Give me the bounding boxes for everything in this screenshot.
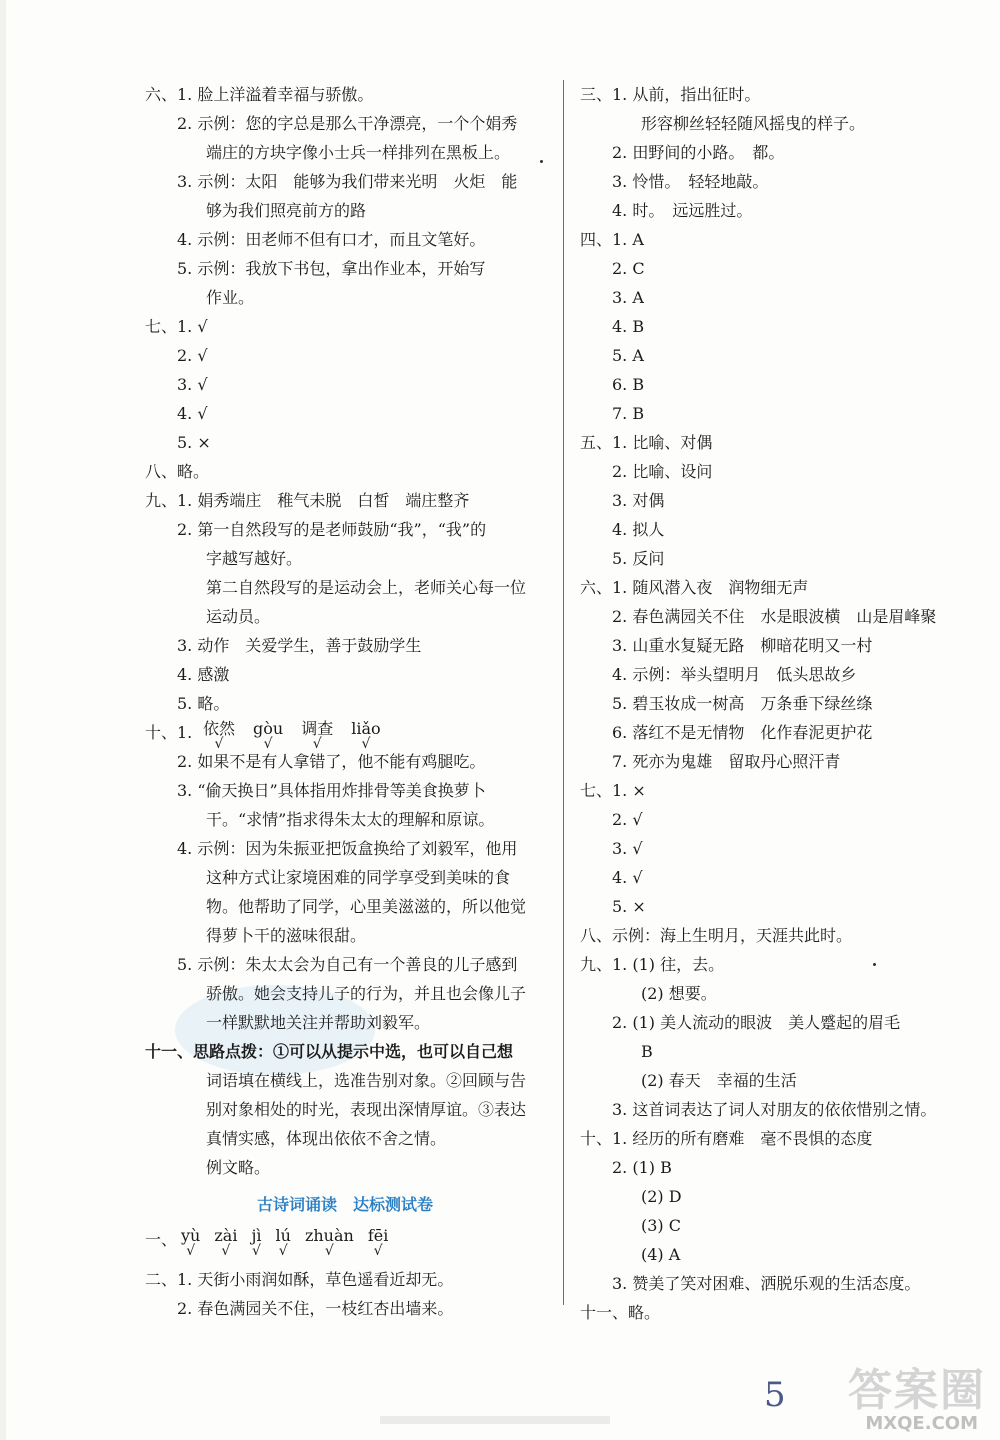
answer-text: 4. 示例：因为朱振亚把饭盒换给了刘毅军，他用 <box>177 839 518 858</box>
answer-line <box>580 196 980 225</box>
answer-text: 5. × <box>612 897 646 916</box>
answer-text: 2. (1) B <box>612 1158 672 1177</box>
answer-line <box>580 312 980 341</box>
answer-line <box>145 747 545 776</box>
answer-line <box>580 631 980 660</box>
answer-text: 六、1. 随风潜入夜 润物细无声 <box>580 578 809 597</box>
answer-line <box>145 602 545 631</box>
answer-text: 5. 示例：朱太太会为自己有一个善良的儿子感到 <box>177 955 518 974</box>
answer-text: 3. 对偶 <box>612 491 665 510</box>
scan-smudge <box>380 1416 610 1424</box>
answer-text: 二、1. 天街小雨润如酥，草色遥看近却无。 <box>145 1270 454 1289</box>
answer-line <box>580 1066 980 1095</box>
answer-line <box>580 80 980 109</box>
answer-line <box>580 370 980 399</box>
answer-text: 干。“求情”指求得朱太太的理解和原谅。 <box>206 810 495 829</box>
answer-line <box>580 544 980 573</box>
check-mark-icon: √ <box>214 736 224 752</box>
answer-text: (4) A <box>641 1245 681 1264</box>
check-mark-icon: √ <box>221 1243 231 1259</box>
answer-line <box>580 341 980 370</box>
answer-line <box>580 950 980 979</box>
answer-text: 7. B <box>612 404 645 423</box>
answer-text: 九、1. (1) 往，去。 <box>580 955 725 974</box>
answer-text: 3. 示例：太阳 能够为我们带来光明 火炬 能 <box>177 172 518 191</box>
answer-text: 八、略。 <box>145 462 210 481</box>
check-mark-icon: √ <box>324 1243 334 1259</box>
answer-line <box>145 254 545 283</box>
pinyin-check-item <box>214 1225 238 1259</box>
answer-number: 一、 <box>145 1230 178 1249</box>
pinyin-word: jì <box>251 1226 262 1245</box>
answer-text: 六、1. 脸上洋溢着幸福与骄傲。 <box>145 85 374 104</box>
answer-text: 八、示例：海上生明月，天涯共此时。 <box>580 926 853 945</box>
answer-line <box>145 892 545 921</box>
answer-line <box>145 370 545 399</box>
stray-dot <box>540 160 543 163</box>
answer-text: 端庄的方块字像小士兵一样排列在黑板上。 <box>206 143 511 162</box>
answer-line <box>580 1095 980 1124</box>
answer-text: 2. √ <box>612 810 643 829</box>
pinyin-check-item <box>251 1225 262 1259</box>
answer-line <box>580 573 980 602</box>
answer-line <box>145 196 545 225</box>
answer-line <box>145 486 545 515</box>
answer-line <box>580 283 980 312</box>
answer-text: 得萝卜干的滋味很甜。 <box>206 926 367 945</box>
pinyin-check-item <box>367 1225 389 1259</box>
answer-text: (2) 想要。 <box>641 984 717 1003</box>
answer-line <box>580 776 980 805</box>
answer-text: 2. (1) 美人流动的眼波 美人蹙起的眉毛 <box>612 1013 901 1032</box>
right-column <box>580 80 980 1327</box>
answer-line <box>580 428 980 457</box>
answer-text: 2. 田野间的小路。 都。 <box>612 143 785 162</box>
answer-text: 4. √ <box>612 868 643 887</box>
answer-text: 2. 春色满园关不住 水是眼波横 山是眉峰聚 <box>612 607 937 626</box>
answer-text: 五、1. 比喻、对偶 <box>580 433 713 452</box>
answer-line <box>145 515 545 544</box>
page-edge <box>0 0 6 1440</box>
answer-line <box>145 544 545 573</box>
answer-text: 5. 示例：我放下书包，拿出作业本，开始写 <box>177 259 486 278</box>
answer-text: 4. 示例：举头望明月 低头思故乡 <box>612 665 857 684</box>
answer-line <box>145 1294 545 1323</box>
answer-line <box>145 457 545 486</box>
pinyin-check-item <box>301 718 334 752</box>
answer-line <box>145 1037 545 1066</box>
answer-text: 2. 春色满园关不住，一枝红杏出墙来。 <box>177 1299 454 1318</box>
answer-text: 十、1. 经历的所有磨难 毫不畏惧的态度 <box>580 1129 873 1148</box>
column-divider <box>563 80 564 1305</box>
answer-line <box>145 689 545 718</box>
answer-line <box>580 602 980 631</box>
answer-line <box>580 399 980 428</box>
answer-text: 第二自然段写的是运动会上，老师关心每一位 <box>206 578 527 597</box>
answer-text: 运动员。 <box>206 607 271 626</box>
answer-text: 4. 时。 远远胜过。 <box>612 201 753 220</box>
answer-line <box>145 1095 545 1124</box>
answer-line-pinyin <box>145 718 545 752</box>
answer-line <box>145 660 545 689</box>
answer-text: 2. √ <box>177 346 208 365</box>
pinyin-word: fēi <box>367 1226 389 1245</box>
answer-text: 七、1. × <box>580 781 646 800</box>
answer-line <box>145 805 545 834</box>
answer-text: 2. 比喻、设问 <box>612 462 713 481</box>
pinyin-word: lú <box>275 1226 291 1245</box>
answer-text: 十一、略。 <box>580 1303 661 1322</box>
pinyin-word: liǎo <box>351 719 381 738</box>
answer-text: 4. √ <box>177 404 208 423</box>
watermark-logo <box>746 1354 986 1434</box>
answer-text: 5. 反问 <box>612 549 665 568</box>
answer-text: 词语填在横线上，选准告别对象。②回顾与告 <box>206 1071 527 1090</box>
answer-text: 字越写越好。 <box>206 549 303 568</box>
answer-text: 这种方式让家境困难的同学享受到美味的食 <box>206 868 511 887</box>
answer-line <box>580 1008 980 1037</box>
left-column <box>145 80 545 1323</box>
answer-line <box>145 834 545 863</box>
pinyin-word: gòu <box>253 719 284 738</box>
answer-line <box>580 225 980 254</box>
answer-line <box>145 138 545 167</box>
answer-line <box>145 573 545 602</box>
answer-line <box>580 1211 980 1240</box>
pinyin-check-item <box>181 1225 201 1259</box>
check-mark-icon: √ <box>186 1243 196 1259</box>
answer-text: 3. 这首词表达了词人对朋友的依依惜别之情。 <box>612 1100 937 1119</box>
answer-line <box>580 660 980 689</box>
answer-line <box>580 1124 980 1153</box>
answer-line <box>580 254 980 283</box>
pinyin-word: 调查 <box>301 719 334 738</box>
answer-line <box>580 167 980 196</box>
answer-text: 形容柳丝轻轻随风摇曳的样子。 <box>641 114 866 133</box>
answer-line <box>580 979 980 1008</box>
answer-line <box>580 1269 980 1298</box>
answer-line <box>145 921 545 950</box>
check-mark-icon: √ <box>312 736 322 752</box>
answer-line <box>580 747 980 776</box>
answer-text: 别对象相处的时光，表现出深情厚谊。③表达 <box>206 1100 527 1119</box>
check-mark-icon: √ <box>252 1243 261 1259</box>
answer-text: 4. 示例：田老师不但有口才，而且文笔好。 <box>177 230 486 249</box>
answer-text: 5. × <box>177 433 211 452</box>
pinyin-word: zhuàn <box>304 1226 354 1245</box>
pinyin-check-item <box>275 1225 291 1259</box>
answer-text: 5. A <box>612 346 644 365</box>
pinyin-word: zài <box>214 1226 238 1245</box>
answer-line <box>580 1153 980 1182</box>
check-mark-icon: √ <box>263 736 273 752</box>
answer-line <box>580 718 980 747</box>
answer-line <box>580 689 980 718</box>
answer-line <box>145 863 545 892</box>
answer-text: 3. 怜惜。 轻轻地敲。 <box>612 172 769 191</box>
answer-text: 4. B <box>612 317 645 336</box>
pinyin-check-item <box>304 1225 354 1259</box>
pinyin-check-item <box>203 718 236 752</box>
answer-line <box>580 1298 980 1327</box>
answer-line <box>145 399 545 428</box>
answer-text: 九、1. 娟秀端庄 稚气未脱 白皙 端庄整齐 <box>145 491 470 510</box>
watermark-title: 答案圈 <box>848 1365 986 1416</box>
answer-text: 真情实感，体现出依依不舍之情。 <box>206 1129 447 1148</box>
answer-line <box>580 834 980 863</box>
answer-text: (2) 春天 幸福的生活 <box>641 1071 797 1090</box>
answer-text: 骄傲。她会支持儿子的行为，并且也会像儿子 <box>206 984 527 1003</box>
answer-line <box>580 1182 980 1211</box>
answer-text: 例文略。 <box>206 1158 271 1177</box>
answer-line <box>580 805 980 834</box>
answer-text: 3. A <box>612 288 644 307</box>
answer-text: 3. “偷天换日”具体指用炸排骨等美食换萝卜 <box>177 781 486 800</box>
answer-text: 2. 示例：您的字总是那么干净漂亮，一个个娟秀 <box>177 114 518 133</box>
answer-line <box>580 486 980 515</box>
answer-line <box>580 457 980 486</box>
answer-text: 3. √ <box>177 375 208 394</box>
answer-text: 4. 感激 <box>177 665 230 684</box>
answer-line <box>580 1240 980 1269</box>
answer-text: 5. 碧玉妆成一树高 万条垂下绿丝绦 <box>612 694 873 713</box>
answer-line <box>145 776 545 805</box>
answer-line <box>580 921 980 950</box>
answer-line <box>580 892 980 921</box>
answer-text: 四、1. A <box>580 230 644 249</box>
answer-line <box>145 950 545 979</box>
answer-text: 2. 如果不是有人拿错了，他不能有鸡腿吃。 <box>177 752 486 771</box>
answer-text: 5. 略。 <box>177 694 230 713</box>
answer-text: 4. 拟人 <box>612 520 665 539</box>
answer-text: 三、1. 从前，指出征时。 <box>580 85 761 104</box>
answer-text: 3. √ <box>612 839 643 858</box>
stray-dot <box>873 963 876 966</box>
answer-text: 物。他帮助了同学，心里美滋滋的，所以他觉 <box>206 897 527 916</box>
answer-line <box>145 80 545 109</box>
answer-line <box>145 1153 545 1182</box>
answer-line <box>580 109 980 138</box>
answer-line <box>580 863 980 892</box>
answer-line <box>580 515 980 544</box>
check-mark-icon: √ <box>373 1243 383 1259</box>
answer-line <box>145 225 545 254</box>
answer-line <box>145 1008 545 1037</box>
answer-line <box>145 1124 545 1153</box>
answer-line <box>145 631 545 660</box>
answer-line <box>145 979 545 1008</box>
answer-text: 七、1. √ <box>145 317 208 336</box>
pinyin-check-group <box>181 1225 402 1264</box>
answer-text: 6. 落红不是无情物 化作春泥更护花 <box>612 723 873 742</box>
pinyin-check-item <box>253 718 284 752</box>
watermark-url: MXQE.COM <box>865 1413 978 1434</box>
answer-text: 2. 第一自然段写的是老师鼓励“我”，“我”的 <box>177 520 487 539</box>
answer-line <box>145 1066 545 1095</box>
answer-line <box>145 1265 545 1294</box>
answer-number: 十、1. <box>145 723 193 742</box>
pinyin-word: 依然 <box>203 719 236 738</box>
answer-line <box>145 312 545 341</box>
check-mark-icon: √ <box>361 736 371 752</box>
handwritten-page-mark: 5 <box>764 1375 786 1415</box>
answer-line <box>580 138 980 167</box>
answer-text: (2) D <box>641 1187 682 1206</box>
answer-text: 3. 赞美了笑对困难、洒脱乐观的生活态度。 <box>612 1274 921 1293</box>
answer-text: 3. 山重水复疑无路 柳暗花明又一村 <box>612 636 873 655</box>
section-title: 古诗词诵读 达标测试卷 <box>256 1195 433 1214</box>
answer-text: (3) C <box>641 1216 681 1235</box>
answer-line <box>145 167 545 196</box>
answer-line <box>145 428 545 457</box>
answer-line-pinyin <box>145 1225 545 1265</box>
answer-text: 3. 动作 关爱学生，善于鼓励学生 <box>177 636 422 655</box>
pinyin-word: yù <box>181 1226 201 1245</box>
answer-text: 够为我们照亮前方的路 <box>206 201 367 220</box>
answer-text: 7. 死亦为鬼雄 留取丹心照汗青 <box>612 752 841 771</box>
answer-line <box>145 109 545 138</box>
answer-line <box>145 283 545 312</box>
answer-text: B <box>641 1042 653 1061</box>
answer-text: 作业。 <box>206 288 255 307</box>
answer-text: 6. B <box>612 375 645 394</box>
check-mark-icon: √ <box>278 1243 288 1259</box>
answer-line <box>145 341 545 370</box>
answer-text: 十一、思路点拨：①可以从提示中选，也可以自己想 <box>145 1042 514 1061</box>
answer-line <box>580 1037 980 1066</box>
answer-text: 一样默默地关注并帮助刘毅军。 <box>206 1013 431 1032</box>
pinyin-check-item <box>351 718 381 752</box>
answer-text: 2. C <box>612 259 645 278</box>
